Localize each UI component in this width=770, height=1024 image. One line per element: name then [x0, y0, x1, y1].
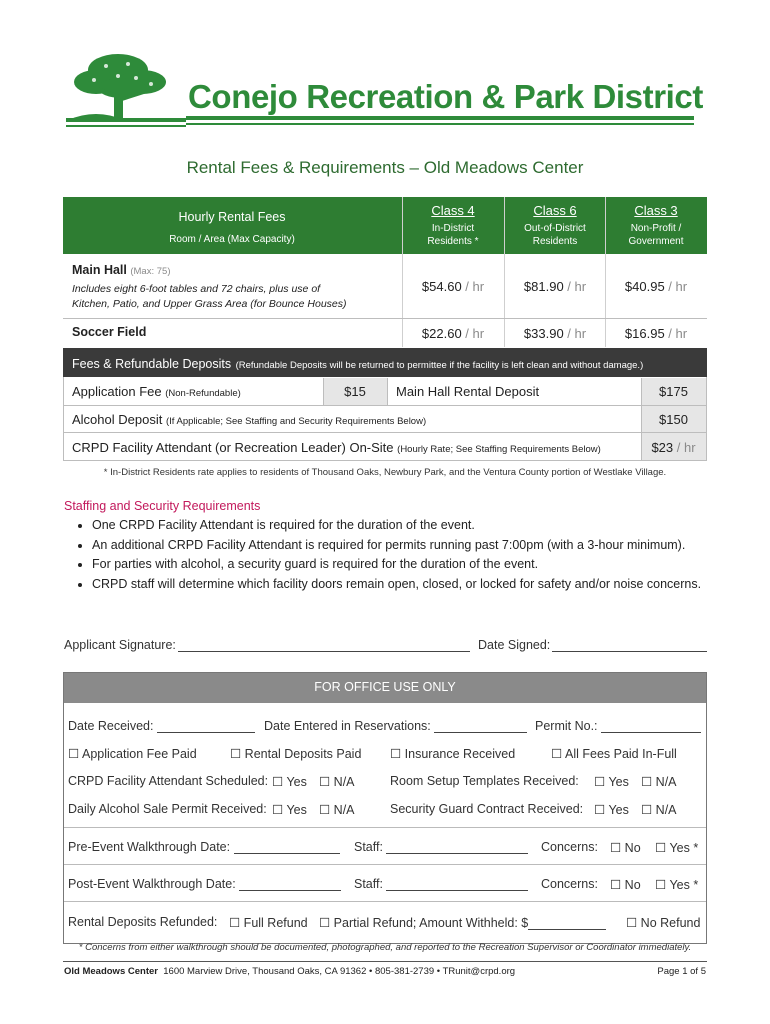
permit-no-field[interactable] — [601, 720, 701, 733]
insurance-received-checkbox[interactable]: ☐ Insurance Received — [390, 747, 516, 761]
tree-logo-icon — [66, 48, 186, 136]
room-setup-label: Room Setup Templates Received: — [390, 774, 579, 788]
office-divider — [64, 901, 706, 902]
office-divider — [64, 864, 706, 865]
main-hall-class3-fee: $40.95 / hr — [624, 279, 688, 294]
attendant-na-checkbox[interactable]: ☐ N/A — [319, 775, 355, 789]
main-hall-description: Includes eight 6-foot tables and 72 chairs, plus use of Kitchen, Patio, and Upper Grass Area (for Bounce Houses) — [72, 283, 347, 310]
partial-refund-checkbox[interactable]: ☐ Partial Refund; Amount Withheld: $ — [319, 915, 606, 930]
table-border — [706, 377, 707, 460]
logo-rule — [186, 116, 694, 120]
soccer-class4-fee: $22.60 / hr — [421, 326, 485, 341]
all-fees-paid-checkbox[interactable]: ☐ All Fees Paid In-Full — [551, 747, 677, 761]
staffing-item: • CRPD staff will determine which facility doors remain open, closed, or locked for safety and/or noise concerns. — [92, 575, 770, 595]
class-3-name: Class 3 — [634, 203, 678, 218]
concerns-note: * Concerns from either walkthrough should be documented, photographed, and reported to the Recreation Supervisor or Coordinator immediately. — [78, 942, 692, 953]
pre-event-date-field[interactable] — [234, 841, 340, 854]
hourly-title: Hourly Rental Fees — [178, 210, 286, 224]
main-deposit-label: Main Hall Rental Deposit — [396, 384, 540, 399]
amount-withheld-field[interactable] — [528, 917, 606, 930]
class-4-line1: In-District — [431, 223, 475, 234]
security-na-checkbox[interactable]: ☐ N/A — [641, 803, 677, 817]
alcohol-permit-yes-checkbox[interactable]: ☐ Yes — [272, 803, 307, 817]
class-6-line2: Residents — [532, 236, 578, 247]
col-divider — [402, 197, 403, 347]
staffing-item: • One CRPD Facility Attendant is required for the duration of the event. — [92, 516, 770, 536]
footer-rule — [63, 961, 707, 962]
alcohol-permit-label: Daily Alcohol Sale Permit Received: — [68, 802, 267, 816]
col-divider — [504, 197, 505, 347]
class-4-name: Class 4 — [431, 203, 475, 218]
alcohol-permit-na-checkbox[interactable]: ☐ N/A — [319, 803, 355, 817]
hourly-subtitle: Room / Area (Max Capacity) — [169, 234, 295, 245]
row-divider — [63, 432, 707, 433]
main-hall-class4-fee: $54.60 / hr — [421, 279, 485, 294]
class-4-header — [403, 203, 503, 248]
class-6-line1: Out-of-District — [524, 223, 586, 234]
post-event-concerns-label: Concerns: — [541, 877, 598, 891]
class-3-line1: Non-Profit / — [630, 223, 682, 234]
deposits-refunded-label: Rental Deposits Refunded: — [68, 915, 218, 929]
attendant-value: $23 / hr — [651, 440, 696, 455]
pre-event-staff-label: Staff: — [354, 840, 528, 854]
post-event-date-field[interactable] — [239, 878, 341, 891]
row-divider — [63, 318, 707, 319]
rental-deposits-paid-checkbox[interactable]: ☐ Rental Deposits Paid — [230, 747, 362, 761]
post-event-yes-checkbox[interactable]: ☐ Yes * — [655, 878, 699, 892]
pre-event-no-checkbox[interactable]: ☐ No — [610, 841, 641, 855]
security-contract-label: Security Guard Contract Received: — [390, 802, 584, 816]
office-use-title: FOR OFFICE USE ONLY — [314, 680, 456, 694]
staffing-item: • For parties with alcohol, a security guard is required for the duration of the event. — [92, 555, 770, 575]
date-received-field[interactable] — [157, 720, 255, 733]
app-fee-paid-checkbox[interactable]: ☐ Application Fee Paid — [68, 747, 197, 761]
staffing-title: Staffing and Security Requirements — [64, 499, 261, 513]
pre-event-staff-field[interactable] — [386, 841, 528, 854]
date-received-label: Date Received: — [68, 719, 255, 733]
attendant-scheduled-label: CRPD Facility Attendant Scheduled: — [68, 774, 269, 788]
app-fee-value: $15 — [344, 384, 366, 399]
class-6-header — [505, 203, 605, 248]
attendant-yes-checkbox[interactable]: ☐ Yes — [272, 775, 307, 789]
class-3-header — [606, 203, 706, 248]
footer-address: Old Meadows Center 1600 Marview Drive, Thousand Oaks, CA 91362 • 805-381-2739 • TRunit@crpd.org — [64, 966, 516, 977]
post-event-staff-label: Staff: — [354, 877, 528, 891]
class-6-name: Class 6 — [533, 203, 577, 218]
staffing-list — [64, 516, 770, 594]
applicant-signature-field[interactable] — [178, 651, 470, 652]
table-border — [63, 377, 64, 460]
full-refund-checkbox[interactable]: ☐ Full Refund — [229, 916, 308, 930]
main-deposit-value: $175 — [659, 384, 688, 399]
col-divider — [387, 378, 388, 405]
no-refund-checkbox[interactable]: ☐ No Refund — [626, 916, 701, 930]
page-number: Page 1 of 5 — [657, 966, 706, 977]
date-entered-field[interactable] — [434, 720, 527, 733]
pre-event-concerns-label: Concerns: — [541, 840, 598, 854]
permit-no-label: Permit No.: — [535, 719, 701, 733]
post-event-label: Post-Event Walkthrough Date: — [68, 877, 341, 891]
soccer-class3-fee: $16.95 / hr — [624, 326, 688, 341]
main-hall-name: Main Hall (Max: 75) — [72, 263, 171, 277]
deposits-title: Fees & Refundable Deposits (Refundable Deposits will be returned to permittee if the facility is left clean and without damage.) — [72, 357, 644, 371]
col-divider — [605, 197, 606, 347]
class-4-line2: Residents * — [427, 236, 479, 247]
soccer-field-name: Soccer Field — [72, 325, 147, 339]
row-divider — [63, 460, 707, 461]
pre-event-label: Pre-Event Walkthrough Date: — [68, 840, 340, 854]
document-title: Rental Fees & Requirements – Old Meadows Center — [186, 158, 584, 177]
applicant-signature-label: Applicant Signature: — [64, 638, 176, 652]
pre-event-yes-checkbox[interactable]: ☐ Yes * — [655, 841, 699, 855]
row-divider — [63, 405, 707, 406]
residency-footnote: * In-District Residents rate applies to residents of Thousand Oaks, Newbury Park, and the Ventura County portion of Westlake Village. — [103, 467, 667, 478]
office-divider — [64, 827, 706, 828]
room-setup-yes-checkbox[interactable]: ☐ Yes — [594, 775, 629, 789]
room-setup-na-checkbox[interactable]: ☐ N/A — [641, 775, 677, 789]
security-yes-checkbox[interactable]: ☐ Yes — [594, 803, 629, 817]
staffing-item: • An additional CRPD Facility Attendant is required for permits running past 7:00pm (with a 3-hour minimum). — [92, 536, 770, 556]
main-hall-class6-fee: $81.90 / hr — [523, 279, 587, 294]
date-signed-field[interactable] — [552, 651, 707, 652]
post-event-staff-field[interactable] — [386, 878, 528, 891]
logo-rule-thin — [186, 123, 694, 125]
org-name: Conejo Recreation & Park District — [188, 78, 703, 115]
class-3-line2: Government — [628, 236, 684, 247]
alcohol-deposit-label: Alcohol Deposit (If Applicable; See Staffing and Security Requirements Below) — [72, 412, 427, 427]
app-fee-label: Application Fee (Non-Refundable) — [72, 384, 241, 399]
date-signed-label: Date Signed: — [478, 638, 551, 652]
post-event-no-checkbox[interactable]: ☐ No — [610, 878, 641, 892]
date-entered-label: Date Entered in Reservations: — [264, 719, 527, 733]
soccer-class6-fee: $33.90 / hr — [523, 326, 587, 341]
attendant-label: CRPD Facility Attendant (or Recreation Leader) On-Site (Hourly Rate; See Staffing Requirements Below) — [72, 440, 601, 455]
alcohol-deposit-value: $150 — [659, 412, 688, 427]
